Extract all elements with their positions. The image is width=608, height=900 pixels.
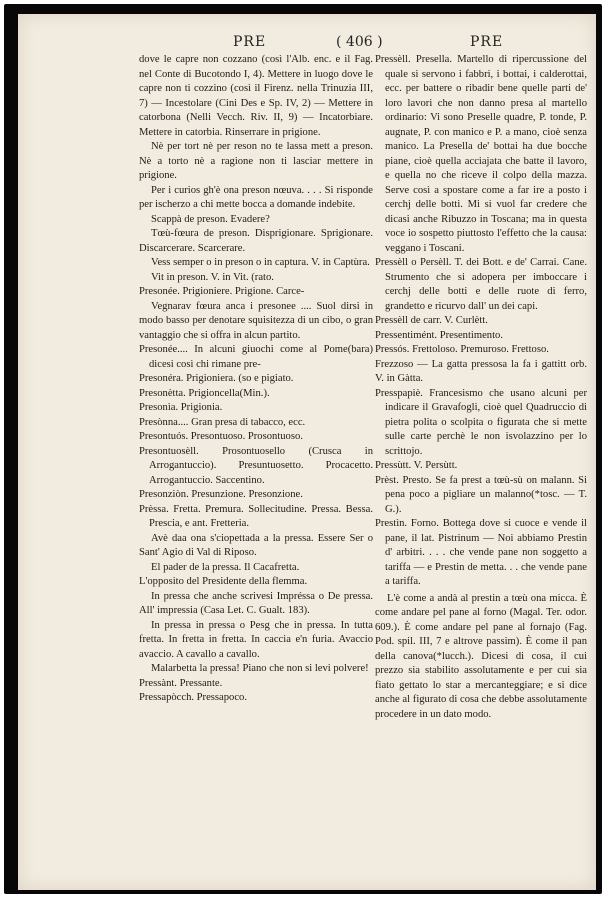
entry-paragraph: Frezzoso — La gatta pressosa la fa i gattitt orb. V. in Gàtta. [375,358,587,384]
headword-entry: Pressùtt. V. Persùtt. [375,460,458,471]
headword-entry: Pressèll de carr. V. Curlètt. [375,315,488,326]
entry-paragraph: Scappà de preson. Evadere? [151,213,270,225]
headword-entry: Pressós. Frettoloso. Premuroso. Frettoso. [375,344,549,355]
headword-entry: Pressentimént. Presentimento. [375,329,503,341]
headword-entry: Presspapiè. Francesismo che usano alcuni per indicare il Gravafogli, cioè quel Quadruccio di pietra polita o scolpita o figurata che si mette sulle carte perchè le non isvolazzino per lo scrittojo. [375,387,587,457]
entry-paragraph: In pressa in pressa o Pesg che in pressa. In tutta fretta. In fretta in fretta. In caccia e'n furia. Avaccio avaccio. A cavallo a cavallo. [139,619,373,660]
headword-entry: Pressànt. Pressante. [139,677,223,689]
dictionary-page [18,14,596,890]
entry-paragraph: Avè daa ona s'ciopettada a la pressa. Essere Ser o Sant' Agio di Val di Riposo. [139,532,373,558]
headword-entry: Pressapòcch. Pressapoco. [139,692,247,703]
entry-paragraph: El pader de la pressa. Il Cacafretta. [151,561,300,573]
headword-entry: Presonìa. Prigionia. [139,402,223,413]
running-head-right: PRE [470,34,504,50]
headword-entry: Presonée.... In alcuni giuochi come al Pome(bara) dicesi così chi rimane pre- [139,344,373,370]
entry-paragraph: L'è come a andà al prestin a tœù ona micca. È come andare pel pane al forno (Magal. Ter. odor. 609.). È come andare pel pane al fornajo (Fag. Pod. spil. III, 7 e altrove passim). È come il pan della canova(*lucch.). Dicesi di cosa, il cui prezzo sia stabilito assolutamente e per cui sia fiato gettato lo star a mercanteggiare; e si dice anche al figurato di cosa che debbe assolutamente procedere in un dato modo. [375,592,587,720]
headword-entry: Presontuós. Presontuoso. Prosontuoso. [139,431,303,442]
headword-entry: Pressèll. Presella. Martello di ripercussione del quale si servono i fabbri, i bottai, i calderottai, ecc. per battere o ribadir bene quelle parti de' loro lavori che non danno presa al martello ordinario: Vi sono Preselle quadre, P. tonde, P. augnate, P. con manico e P. a mano, cioè senza manico. La Presella de' bottai ha due bocche piane, cioè quella acciajata che batte il lavoro, e quella no che riceve il colpo della mazza. Serve così a spostare come a far ire a posto i cerchj delle botti. Mi si vuol far credere che dicasi anche Ribuzzo in Toscana; ma in questa voce io sospetto piuttosto l'effetto che la causa: vegganо i Toscani. [375,54,587,254]
entry-paragraph: Tœù-fœura de preson. Disprigionare. Sprigionare. Discarcerare. Scarcerare. [139,228,373,254]
entry-paragraph: Nè per tort nè per reson no te lassa mett a preson. Nè a torto nè a ragione non ti lasciar mettere in prigione. [139,141,373,181]
headword-entry: Prèst. Presto. Se fa prest a tœù-sù on malann. Si pena poco a pigliare un malanno(*tosc. — T. G.). [375,474,587,515]
entry-paragraph: In pressa che anche scrivesi Impréssa o De pressa. All' impressia (Casa Let. C. Gualt. 183). [139,590,373,616]
entry-paragraph: L'opposito del Presidente della flemma. [139,576,308,587]
headword-entry: Prestìn. Forno. Bottega dove si cuoce e vende il pane, il lat. Pistrinum — Noi abbiamo Prestin d' arbitri. . . . che vende pane non soggetto a tariffa — e Prestin de metta. . . che vende pane a tariffa. [375,518,587,587]
running-head-left: PRE [233,34,267,50]
left-column [139,53,373,706]
scan-border [4,4,602,894]
entry-paragraph: Vess semper o in preson o in captura. V. in Captùra. [151,257,370,268]
entry-paragraph: Vit in preson. V. in Vit. (rato. [151,271,274,283]
entry-paragraph: Vegnarav fœura anca i presonee .... Suol dirsi in modo basso per denotare squisitezza di un cibo, o gran vantaggio che si offra in alcun partito. [139,300,373,341]
headword-entry: Presònna.... Gran presa di tabacco, ecc. [139,416,306,428]
headword-entry: Prèssa. Fretta. Premura. Sollecitudine. Pressa. Bessa. Prescia, e ant. Fretteria. [139,503,373,529]
headword-entry: Presontuosèll. Prosontuosello (Crusca in Arrogantuccio). Presuntuosetto. Procacetto. Arrogantuccio. Saccentino. [139,445,373,486]
headword-entry: Pressèll o Persèll. T. dei Bott. e de' Carrai. Cane. Strumento che si adopera per imboccare i cerchj delle botti e delle ruote di ferro, grandetto e ricurvo dall' un dei capi. [375,257,587,312]
entry-paragraph: Per i curios gh'è ona preson nœuva. . . . Si risponde per ischerzo a chi mette bocca a domande indebite. [139,184,373,210]
entry-continuation: dove le capre non cozzano (così l'Alb. enc. e il Fag. nel Conte di Bucotondo I, 4). Mettere in luogo dove le capre non ti cozzino (così il Firenz. nella Trinuzia III, 7) — Incestolare (Cini Des e Sp. IV, 2) — Mettere in catorbona (Nelli Vecch. Riv. II, 9) — Incatorbiare. Mettere in catorbia. Rinserrare in prigione. [139,54,373,138]
headword-entry: Presonéra. Prigioniera. (so e pigiato. [139,373,294,384]
entry-paragraph: Malarbetta la pressa! Piano che non si levi polvere! [151,663,369,674]
headword-entry: Presonée. Prigioniere. Prigione. Carce- [139,286,305,297]
page-number: ( 406 ) [336,34,383,50]
right-column [375,53,587,722]
headword-entry: Presonziòn. Presunzione. Presonzione. [139,489,303,500]
headword-entry: Presonètta. Prigioncella(Min.). [139,387,270,399]
